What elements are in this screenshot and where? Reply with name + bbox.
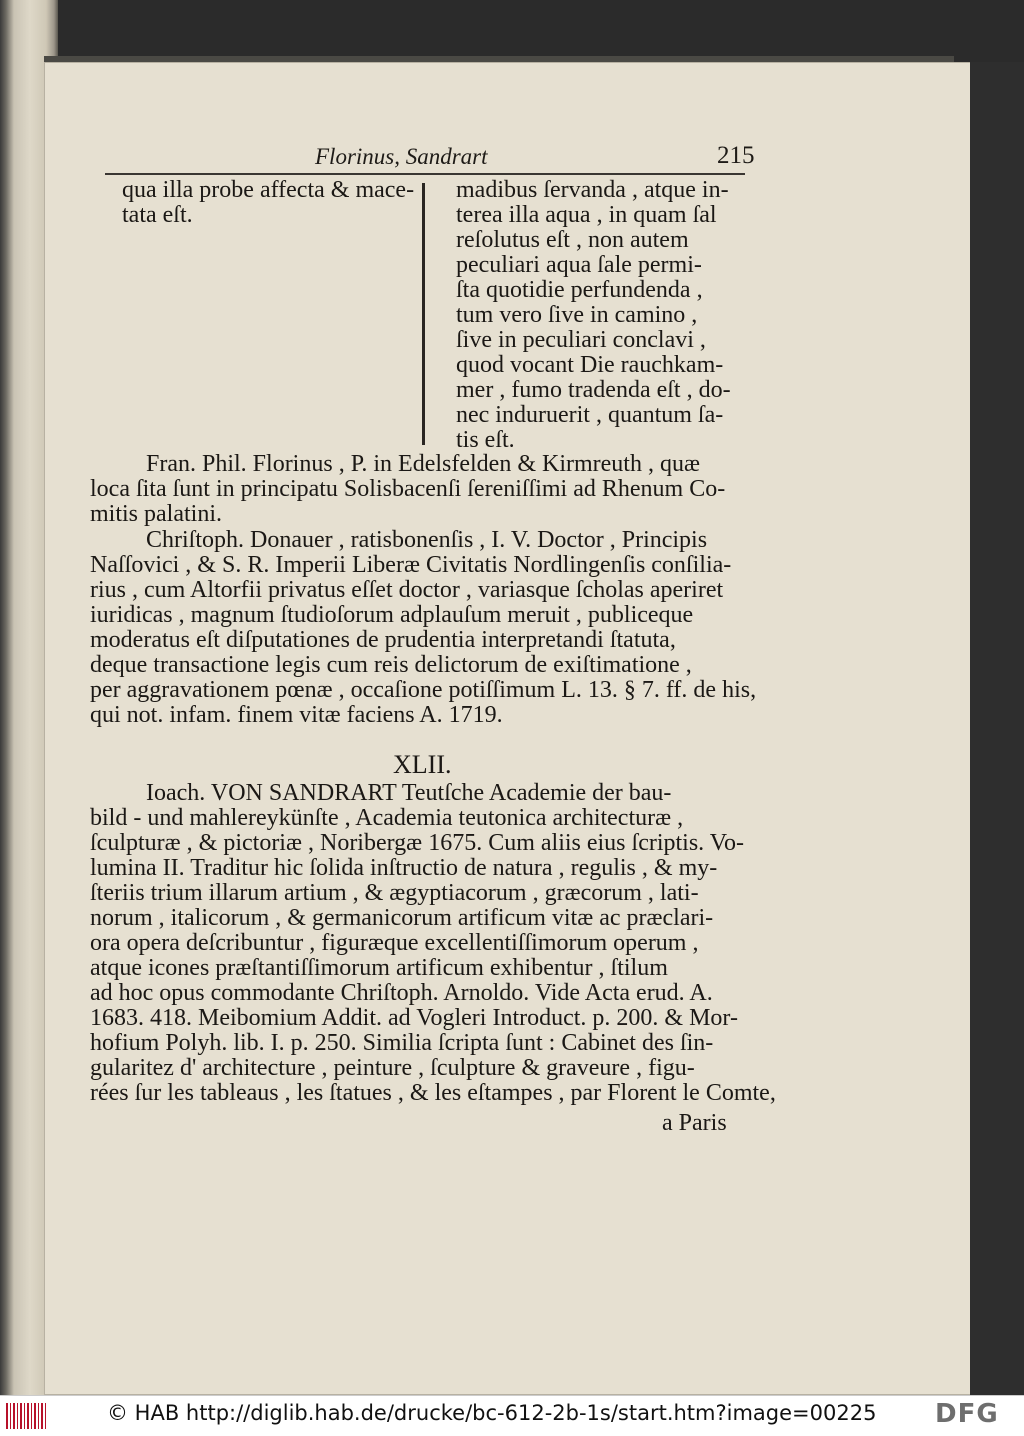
text-line: mitis palatini. [90,501,222,527]
text-line: rius , cum Altorfii privatus eſſet doctor , variasque ſcholas aperiret [90,577,724,603]
text-line: nec induruerit , quantum ſa- [456,402,724,428]
paragraph-sandrart [90,780,776,1106]
text-line: ſculpturæ , & pictoriæ , Noribergæ 1675. Cum aliis eius ſcriptis. Vo- [90,830,744,856]
text-line: mer , fumo tradenda eſt , do- [456,377,731,403]
text-line: norum , italicorum , & germanicorum artificum vitæ ac præclari- [90,905,714,931]
text-line: lumina II. Traditur hic ſolida inſtructio de natura , regulis , & my- [90,855,718,881]
text-line: ſta quotidie perfundenda , [456,277,703,303]
text-line: iuridicas , magnum ſtudioſorum adplauſum meruit , publiceque [90,602,694,628]
text-line: Ioach. VON SANDRART Teutſche Academie der bau- [146,780,672,806]
text-line: qui not. infam. finem vitæ faciens A. 1719. [90,702,503,728]
text-line: ſive in peculiari conclavi , [456,327,706,353]
right-column-text [456,178,731,453]
text-line: terea illa aqua , in quam ſal [456,202,717,228]
text-line: atque icones præſtantiſſimorum artificum exhibentur , ſtilum [90,955,668,981]
section-heading: XLII. [393,750,452,779]
left-column-text [122,178,414,228]
column-divider [422,183,425,445]
text-line: peculiari aqua ſale permi- [456,252,702,278]
text-line: reſolutus eſt , non autem [456,227,689,253]
text-line: ſteriis trium illarum artium , & ægyptiacorum , græcorum , lati- [90,880,699,906]
text-line: tum vero ſive in camino , [456,302,698,328]
text-line: bild - und mahlereykünſte , Academia teutonica architecturæ , [90,805,684,831]
text-line: deque transactione legis cum reis delictorum de exiſtimatione , [90,652,692,678]
text-line: moderatus eſt diſputationes de prudentia interpretandi ſtatuta, [90,627,676,653]
text-line: hofium Polyh. lib. I. p. 250. Similia ſcripta ſunt : Cabinet des ſin- [90,1030,714,1056]
viewer-footer [0,1395,1024,1436]
text-line: quod vocant Die rauchkam- [456,352,724,378]
text-line: ad hoc opus commodante Chriſtoph. Arnoldo. Vide Acta erud. A. [90,980,713,1006]
text-line: tata eſt. [122,202,193,228]
running-head: Florinus, Sandrart [315,144,488,169]
page-header [110,140,755,170]
paragraph-donauer [90,527,757,728]
source-citation-link[interactable]: © HAB http://diglib.hab.de/drucke/bc-612-2b-1s/start.htm?image=00225 [107,1401,877,1425]
paragraph-florinus [90,452,740,527]
text-line: Chriſtoph. Donauer , ratisbonenſis , I. V. Doctor , Principis [146,527,708,553]
text-line: Fran. Phil. Florinus , P. in Edelsfelden & Kirmreuth , quæ [146,451,700,477]
catchword: a Paris [662,1110,727,1136]
text-line: madibus ſervanda , atque in- [456,177,729,203]
text-line: Naſſovici , & S. R. Imperii Liberæ Civitatis Nordlingenſis conſilia- [90,552,732,578]
dfg-logo: DFG [935,1399,999,1429]
page-number: 215 [717,142,755,169]
text-line: rées ſur les tableaus , les ſtatues , & les eſtampes , par Florent le Comte, [90,1080,776,1106]
barcode-icon [6,1403,48,1429]
text-line: gularitez d' architecture , peinture , ſculpture & graveure , figu- [90,1055,695,1081]
text-line: qua illa probe affecta & mace- [122,177,415,203]
background-right [970,62,1024,1395]
header-rule [105,173,745,175]
text-line: per aggravationem pœnæ , occaſione potiſſimum L. 13. § 7. ff. de his, [90,677,757,703]
text-line: 1683. 418. Meibomium Addit. ad Vogleri Introduct. p. 200. & Mor- [90,1005,738,1031]
text-line: tis eſt. [456,427,515,453]
text-line: ora opera deſcribuntur , figuræque excellentiſſimorum operum , [90,930,699,956]
text-line: loca ſita ſunt in principatu Solisbacenſi ſereniſſimi ad Rhenum Co- [90,476,726,502]
